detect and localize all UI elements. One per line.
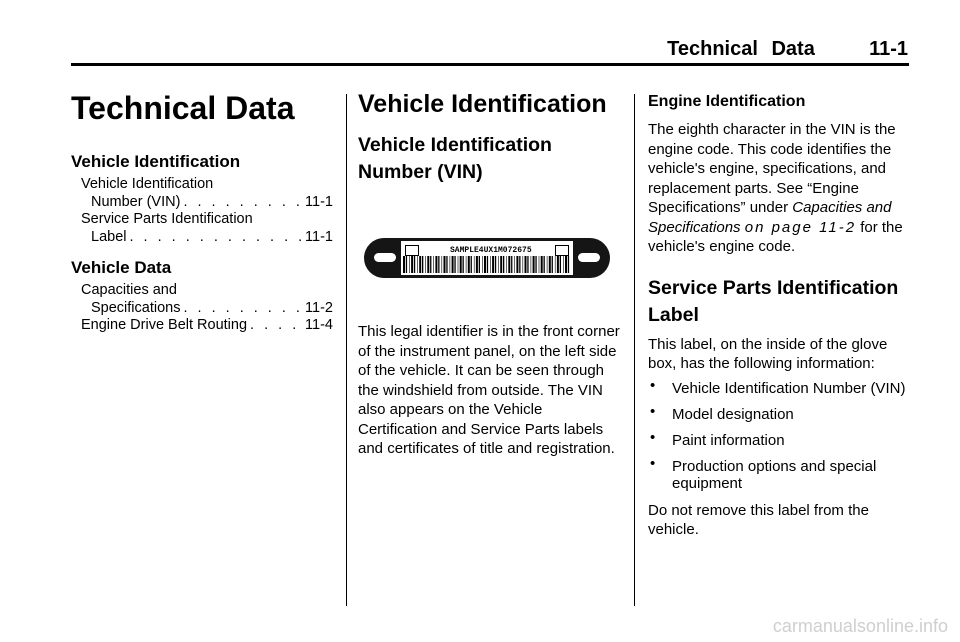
toc-entry-drive-belt[interactable] — [71, 317, 333, 335]
toc-entry-line: Vehicle Identification — [81, 176, 214, 192]
toc-dot-leader — [129, 229, 302, 247]
spid-heading: Service Parts Identification Label — [648, 276, 899, 326]
engine-text-part: for the vehicle's engine code. — [648, 218, 903, 255]
watermark: carmanualsonline.info — [772, 616, 948, 636]
vin-seal-right — [555, 245, 569, 256]
page-reference-link[interactable]: on page 11-2 — [744, 218, 857, 236]
list-item: • Model designation — [648, 406, 912, 423]
chapter-title: Technical Data — [71, 90, 295, 126]
toc-page-ref: 11-1 — [305, 193, 333, 210]
engine-and-label-column — [648, 92, 912, 540]
toc-entry-vin[interactable] — [71, 194, 333, 212]
toc-entry-text: Engine Drive Belt Routing — [81, 317, 248, 333]
vehicle-identification-column — [358, 88, 622, 459]
header-title: Technical Data — [667, 38, 815, 60]
column-divider-2 — [634, 94, 635, 606]
vin-plate-illustration — [364, 238, 610, 278]
engine-identification-heading: Engine Identification — [648, 93, 806, 110]
cross-reference-link[interactable]: Capacities and Specifications — [648, 199, 892, 236]
spid-info-list — [648, 380, 912, 492]
vin-seal-left — [405, 245, 419, 256]
header-page-number: 11-1 — [869, 38, 908, 60]
subsection-heading: Vehicle Identification Number (VIN) — [358, 134, 552, 183]
toc-section-heading: Vehicle Identification — [71, 152, 241, 171]
toc-entry-capacities[interactable] — [71, 300, 333, 318]
running-header — [667, 38, 908, 61]
toc-dot-leader — [183, 194, 302, 212]
toc-entry-text: Label — [91, 228, 127, 245]
vin-description: This legal identifier is in the front corner of the instrument panel, on the left side of the vehicle. It can be seen through the windshield from outside. The VIN also appears on the Vehicle Certification and Service Parts labels and certificates of title and registration. — [358, 323, 620, 457]
list-item: • Production options and special equipment — [648, 458, 912, 492]
toc-dot-leader — [250, 317, 302, 335]
rivet-hole-left — [374, 253, 396, 262]
vin-barcode — [403, 256, 571, 273]
engine-identification-text — [648, 120, 912, 257]
spid-text: This label, on the inside of the glove box, has the following information: — [648, 335, 888, 372]
toc-dot-leader — [183, 300, 302, 318]
toc-entry-line: Service Parts Identification — [81, 211, 253, 227]
toc-page-ref: 11-1 — [305, 228, 333, 245]
vin-number-text: SAMPLE4UX1M072675 — [450, 246, 532, 255]
engine-text-part: The eighth character in the VIN is the engine code. This code identifies the vehicle's engine, specifications, and replacement parts. See “Engine Specifications” under — [648, 121, 896, 216]
section-heading: Vehicle Identification — [358, 90, 607, 118]
toc-section-heading: Vehicle Data — [71, 258, 172, 277]
header-rule — [71, 63, 909, 66]
toc-entry-text: Specifications — [91, 299, 181, 316]
column-divider-1 — [346, 94, 347, 606]
closing-text: Do not remove this label from the vehicle. — [648, 501, 869, 538]
toc-page-ref: 11-4 — [305, 317, 333, 333]
toc-entry-line: Capacities and — [81, 282, 177, 298]
vin-label-panel — [401, 241, 573, 275]
toc-page-ref: 11-2 — [305, 299, 333, 316]
list-item: • Vehicle Identification Number (VIN) — [648, 380, 912, 397]
list-item: • Paint information — [648, 432, 912, 449]
toc-entry-text: Number (VIN) — [91, 193, 181, 210]
rivet-hole-right — [578, 253, 600, 262]
toc-entry-spid-label[interactable] — [71, 229, 333, 247]
chapter-toc — [71, 90, 333, 335]
